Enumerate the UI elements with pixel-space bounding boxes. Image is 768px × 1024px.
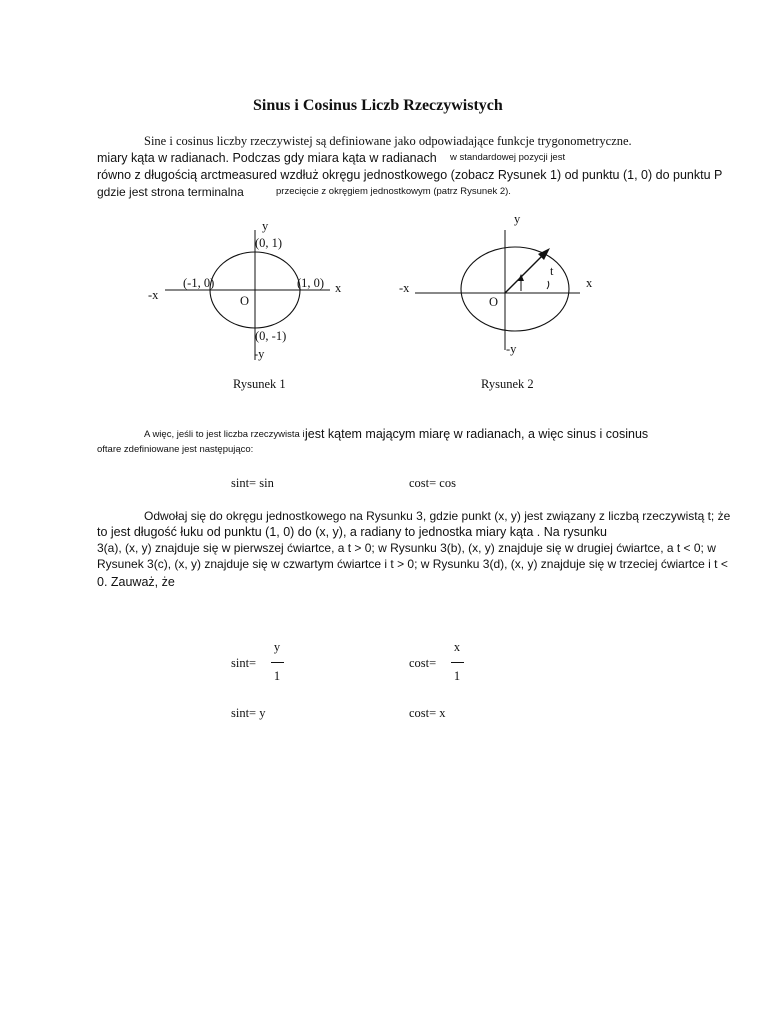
- unit-circle: [461, 247, 569, 331]
- cos-definition: cost= cos: [409, 476, 456, 490]
- intro-line-2a: miary kąta w radianach. Podczas gdy miara kąta w radianach: [97, 151, 437, 165]
- para3-line-3: 3(a), (x, y) znajduje się w pierwszej ćwiartce, a t > 0; w Rysunku 3(b), (x, y) znajduje się w drugiej ćwiartce, a t < 0; w: [97, 541, 716, 555]
- sin-fraction: [268, 640, 286, 684]
- intro-line-2b: w standardowej pozycji jest: [450, 152, 566, 163]
- page-title: Sinus i Cosinus Liczb Rzeczywistych: [253, 97, 503, 114]
- point-1-0-label: (1, 0): [297, 276, 325, 290]
- t-label: t: [550, 264, 554, 278]
- figure-1-caption: Rysunek 1: [233, 377, 286, 391]
- y-axis-label: y: [514, 212, 521, 226]
- neg-y-axis-label: -y: [506, 342, 517, 356]
- sin-denominator: 1: [273, 669, 281, 683]
- sin-numerator: y: [273, 640, 281, 654]
- cos-result: cost= x: [409, 706, 446, 720]
- para2-line-2: oftare zdefiniowane jest następująco:: [97, 444, 254, 455]
- cos-fraction-label: cost=: [409, 656, 437, 670]
- cos-fraction: [448, 640, 466, 684]
- point-neg1-0-label: (-1, 0): [183, 276, 215, 290]
- intro-line-4b: przecięcie z okręgiem jednostkowym (patrz Rysunek 2).: [276, 186, 511, 197]
- neg-x-axis-label: -x: [148, 288, 159, 302]
- arc-arrow: [547, 281, 549, 289]
- sin-result: sint= y: [231, 706, 266, 720]
- neg-y-axis-label: -y: [254, 347, 265, 361]
- sin-definition: sint= sin: [231, 476, 274, 490]
- sin-fraction-bar: [271, 662, 284, 663]
- origin-label: O: [240, 294, 250, 308]
- intro-line-4a: gdzie jest strona terminalna: [97, 185, 244, 199]
- para2-line-1b: jest kątem mającym miarę w radianach, a więc sinus i cosinus: [305, 427, 649, 441]
- point-0-1-label: (0, 1): [255, 236, 283, 250]
- intro-line-3: równo z długością arctmeasured wzdłuż okręgu jednostkowego (zobacz Rysunek 1) od punktu (1, 0) do punktu P: [97, 168, 723, 182]
- x-axis-label: x: [335, 281, 342, 295]
- terminal-ray: [505, 255, 543, 293]
- sin-fraction-label: sint=: [231, 656, 257, 670]
- para2-line-1a: A więc, jeśli to jest liczba rzeczywista i: [144, 429, 305, 440]
- origin-label: O: [489, 295, 499, 309]
- x-axis-label: x: [586, 276, 593, 290]
- intro-line-1: Sine i cosinus liczby rzeczywistej są definiowane jako odpowiadające funkcje trygonometryczne.: [144, 134, 632, 148]
- y-axis-label: y: [262, 219, 269, 233]
- para3-line-1: Odwołaj się do okręgu jednostkowego na Rysunku 3, gdzie punkt (x, y) jest związany z liczbą rzeczywistą t; że: [144, 509, 731, 523]
- para3-line-5: 0. Zauważ, że: [97, 575, 175, 589]
- unit-circle-figure-1: [140, 210, 360, 370]
- neg-x-axis-label: -x: [399, 281, 410, 295]
- cos-denominator: 1: [453, 669, 461, 683]
- para3-line-2: to jest długość łuku od punktu (1, 0) do (x, y), a radiany to jednostka miary kąta . Na rysunku: [97, 525, 607, 539]
- cos-fraction-bar: [451, 662, 464, 663]
- figure-2-caption: Rysunek 2: [481, 377, 534, 391]
- cos-numerator: x: [453, 640, 461, 654]
- unit-circle-figure-2: [390, 205, 610, 365]
- para3-line-4: Rysunek 3(c), (x, y) znajduje się w czwartym ćwiartce i t > 0; w Rysunku 3(d), (x, y) znajduje się w trzeciej ćwiartce i t <: [97, 557, 728, 571]
- point-0-neg1-label: (0, -1): [255, 329, 287, 343]
